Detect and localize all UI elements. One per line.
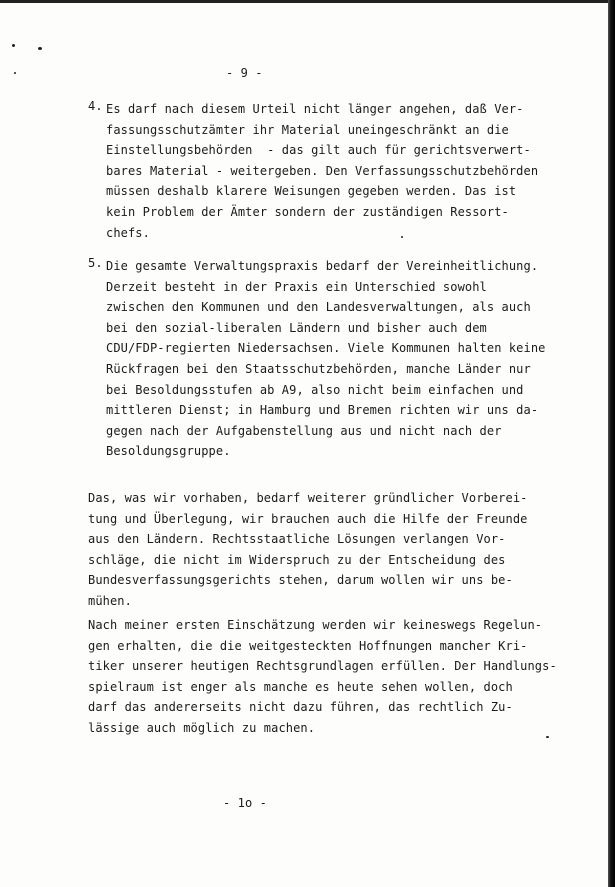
text-line: bei Besoldungsstufen ab A9, also nicht beim einfachen und: [106, 382, 524, 397]
text-line: Nach meiner ersten Einschätzung werden wir keineswegs Regelun-: [88, 618, 543, 632]
text-line: tung und Überlegung, wir brauchen auch die Hilfe der Freunde: [88, 511, 528, 526]
list-item-number: 5.: [88, 256, 103, 270]
text-line: Derzeit besteht in der Praxis ein Unterschied sowohl: [106, 279, 487, 294]
text-line: fassungsschutzämter ihr Material uneingeschränkt an die: [106, 122, 509, 137]
text-line: Die gesamte Verwaltungspraxis bedarf der Vereinheitlichung.: [106, 259, 539, 273]
paragraph-1: [88, 488, 588, 612]
text-line: gegen nach der Aufgabenstellung aus und nicht nach der: [106, 423, 502, 438]
text-line: Rückfragen bei den Staatsschutzbehörden, manche Länder nur: [106, 361, 531, 376]
paragraph-2: [88, 615, 588, 739]
text-line: bei den sozial-liberalen Ländern und bisher auch dem: [106, 320, 487, 335]
text-line: Besoldungsgruppe.: [106, 444, 231, 459]
text-line: kein Problem der Ämter sondern der zuständigen Ressort-: [106, 204, 509, 219]
text-line: CDU/FDP-regierten Niedersachsen. Viele Kommunen halten keine: [106, 341, 546, 356]
scan-right-edge: [608, 0, 615, 887]
text-line: chefs.: [106, 225, 150, 240]
scan-speck: [38, 47, 42, 50]
text-line: lässige auch möglich zu machen.: [88, 720, 316, 735]
page-number: - 9 -: [226, 66, 263, 80]
text-line: mühen.: [88, 593, 132, 608]
text-line: Das, was wir vorhaben, bedarf weiterer gründlicher Vorberei-: [88, 491, 528, 505]
text-line: schläge, die nicht im Widerspruch zu der Entscheidung des: [88, 552, 506, 567]
scan-top-edge: [0, 0, 615, 3]
scan-speck: [12, 44, 15, 47]
scan-speck: [14, 72, 16, 74]
list-item-number: 4.: [88, 99, 103, 113]
text-line: darf das andererseits nicht dazu führen, das rechtlich Zu-: [88, 700, 513, 715]
list-item-text: [106, 99, 538, 243]
text-line: Es darf nach diesem Urteil nicht länger angehen, daß Ver-: [106, 102, 524, 116]
text-line: Bundesverfassungsgerichts stehen, darum wollen wir uns be-: [88, 573, 513, 588]
list-item-text: [106, 256, 545, 462]
text-line: gen erhalten, die die weitgesteckten Hoffnungen mancher Kri-: [88, 638, 528, 653]
next-page-marker: - 1o -: [223, 796, 267, 810]
text-line: Einstellungsbehörden - das gilt auch für gerichtsverwert-: [106, 143, 531, 158]
text-line: mittleren Dienst; in Hamburg und Bremen richten wir uns da-: [106, 403, 539, 418]
text-line: aus den Ländern. Rechtsstaatliche Lösungen verlangen Vor-: [88, 532, 506, 547]
text-line: zwischen den Kommunen und den Landesverwaltungen, als auch: [106, 300, 531, 315]
text-line: bares Material - weitergeben. Den Verfassungsschutzbehörden: [106, 163, 539, 178]
text-line: müssen deshalb klarere Weisungen gegeben werden. Das ist: [106, 184, 517, 199]
text-line: tiker unserer heutigen Rechtsgrundlagen erfüllen. Der Handlungs-: [88, 659, 557, 674]
text-line: spielraum ist enger als manche es heute sehen wollen, doch: [88, 679, 513, 694]
